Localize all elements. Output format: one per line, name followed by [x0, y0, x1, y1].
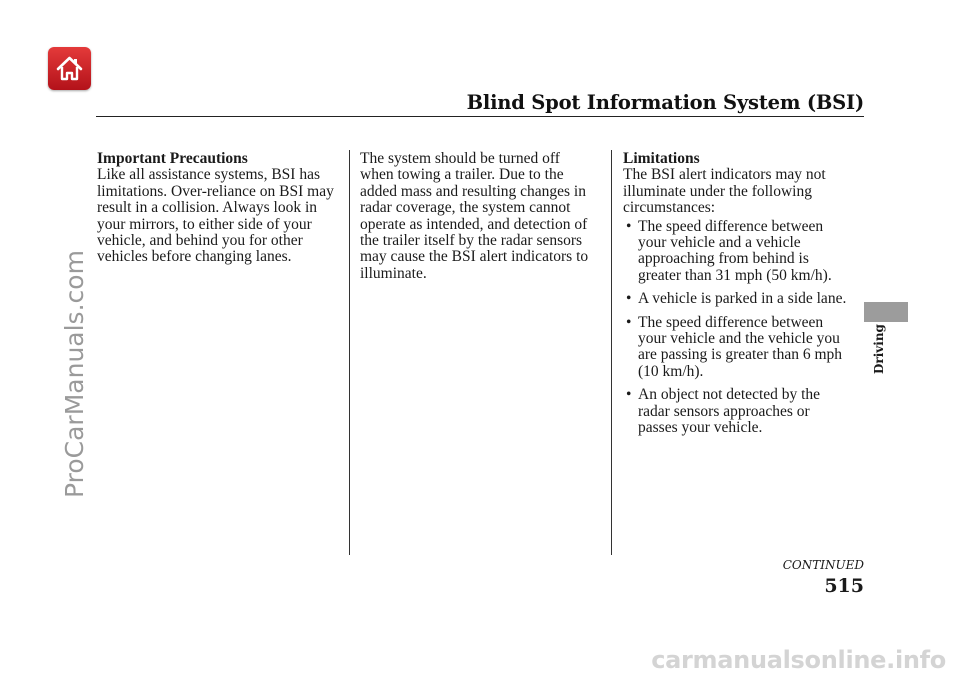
column-divider-1 [349, 150, 350, 555]
text-line: may cause the BSI alert indicators to [360, 248, 589, 266]
text-line: circumstances: [623, 199, 716, 217]
text-line: result in a collision. Always look in [97, 199, 317, 217]
text-line: the trailer itself by the radar sensors [360, 232, 583, 250]
text-line: The speed difference between [638, 217, 824, 235]
section-tab-marker[interactable] [864, 302, 908, 322]
column-3 [623, 151, 863, 444]
list-item [623, 291, 863, 307]
bullet-icon: • [626, 386, 632, 404]
text-line: your vehicle and the vehicle you [638, 330, 840, 348]
text-line: are passing is greater than 6 mph [638, 346, 843, 364]
section-tab-label[interactable]: Driving [872, 324, 886, 374]
text-line: limitations. Over-reliance on BSI may [97, 182, 334, 200]
text-line: radar sensors approaches or [638, 402, 810, 420]
text-line: illuminate. [360, 264, 427, 282]
text-line: added mass and resulting changes in [360, 182, 586, 200]
column-2 [360, 151, 605, 282]
text-line: vehicle, and behind you for other [97, 232, 303, 250]
home-button[interactable] [48, 47, 91, 90]
text-line: vehicles before changing lanes. [97, 248, 292, 266]
text-line: your mirrors, to either side of your [97, 215, 312, 233]
text-line: when towing a trailer. Due to the [360, 166, 564, 184]
text-line: A vehicle is parked in a side lane. [638, 290, 847, 308]
section-heading-limitations: Limitations [623, 150, 700, 167]
list-item [623, 219, 863, 285]
text-line: The system should be turned off [360, 150, 560, 167]
text-line: operate as intended, and detection of [360, 215, 588, 233]
section-heading-important-precautions: Important Precautions [97, 150, 248, 167]
text-line: passes your vehicle. [638, 419, 763, 437]
text-line: approaching from behind is [638, 250, 809, 268]
watermark-bottom: carmanualsonline.info [651, 646, 946, 674]
text-line: your vehicle and a vehicle [638, 234, 801, 252]
text-line: Like all assistance systems, BSI has [97, 166, 320, 184]
text-line: An object not detected by the [638, 386, 821, 404]
header-rule [96, 116, 864, 117]
bullet-icon: • [626, 290, 632, 308]
limitations-list [623, 219, 863, 437]
text-line: greater than 31 mph (50 km/h). [638, 266, 832, 284]
list-item [623, 387, 863, 436]
page-title: Blind Spot Information System (BSI) [466, 91, 864, 114]
page-number: 515 [824, 575, 864, 597]
home-icon [55, 54, 84, 83]
list-item [623, 315, 863, 381]
text-line: radar coverage, the system cannot [360, 199, 571, 217]
text-line: illuminate under the following [623, 182, 812, 200]
column-divider-2 [611, 150, 612, 555]
continued-label: CONTINUED [782, 558, 864, 572]
bullet-icon: • [626, 313, 632, 331]
column-1 [97, 151, 342, 266]
watermark-left: ProCarManuals.com [60, 250, 89, 498]
bullet-icon: • [626, 217, 632, 235]
text-line: The BSI alert indicators may not [623, 166, 826, 184]
text-line: (10 km/h). [638, 362, 704, 380]
text-line: The speed difference between [638, 313, 824, 331]
